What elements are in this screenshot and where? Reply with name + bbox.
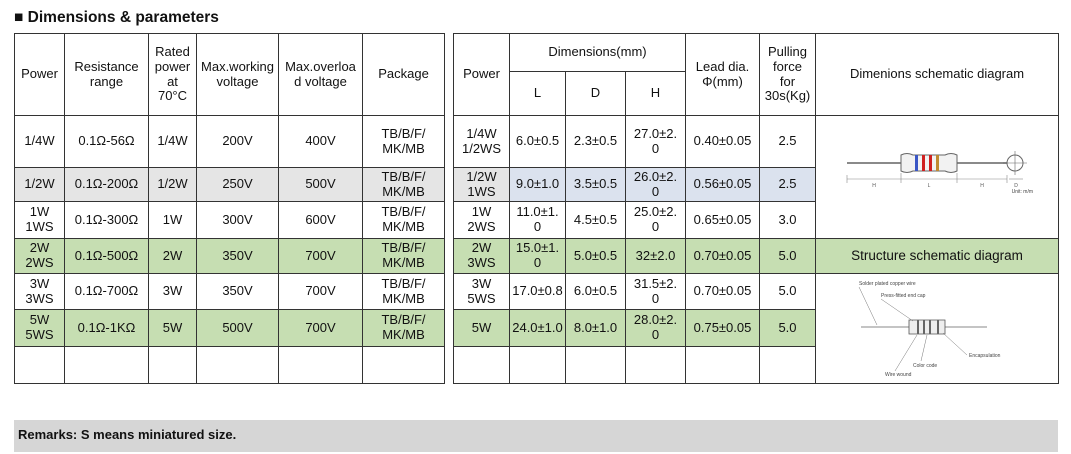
- table-row: [15, 310, 445, 347]
- structure-diagram-title: Structure schematic diagram: [816, 239, 1059, 274]
- dimensions-table: [453, 33, 1059, 384]
- structure-label-wire: Solder plated copper wire: [859, 280, 916, 287]
- D-cell: 5.0±0.5: [566, 239, 626, 274]
- power-cell: 5W 5WS: [15, 310, 65, 347]
- D-cell: 4.5±0.5: [566, 202, 626, 239]
- lead-cell: 0.40±0.05: [686, 116, 760, 168]
- H-cell: 32±2.0: [626, 239, 686, 274]
- lead-cell: 0.56±0.05: [686, 168, 760, 202]
- resistance-cell: 0.1Ω-300Ω: [65, 202, 149, 239]
- rated-cell: 1/4W: [149, 116, 197, 168]
- table-row: [15, 168, 445, 202]
- max-working-cell: 500V: [197, 310, 279, 347]
- parameters-table: [14, 33, 445, 384]
- table-row: [454, 274, 1059, 310]
- power-cell: 1/4W: [15, 116, 65, 168]
- package-cell: TB/B/F/ MK/MB: [363, 274, 445, 310]
- header-lead-dia: Lead dia. Φ(mm): [686, 34, 760, 116]
- header-rated-power: Rated power at 70°C: [149, 34, 197, 116]
- structure-label-wire-wound: Wire wound: [885, 371, 912, 378]
- H-cell: 28.0±2. 0: [626, 310, 686, 347]
- pull-cell: 5.0: [760, 239, 816, 274]
- table-row: [454, 116, 1059, 168]
- header-power: Power: [454, 34, 510, 116]
- pull-cell: 2.5: [760, 116, 816, 168]
- L-cell: 9.0±1.0: [510, 168, 566, 202]
- structure-schematic-diagram: [816, 274, 1059, 384]
- header-L: L: [510, 72, 566, 116]
- lead-cell: 0.70±0.05: [686, 239, 760, 274]
- package-cell: TB/B/F/ MK/MB: [363, 202, 445, 239]
- structure-label-encapsulation: Encapsulation: [969, 352, 1001, 359]
- max-overload-cell: 400V: [279, 116, 363, 168]
- max-overload-cell: 600V: [279, 202, 363, 239]
- header-resistance-range: Resistance range: [65, 34, 149, 116]
- header-schematic-diagram: Dimenions schematic diagram: [816, 34, 1059, 116]
- resistance-cell: 0.1Ω-500Ω: [65, 239, 149, 274]
- power-cell: 3W 5WS: [454, 274, 510, 310]
- rated-cell: 3W: [149, 274, 197, 310]
- H-cell: 27.0±2. 0: [626, 116, 686, 168]
- section-title: ■ Dimensions & parameters: [14, 9, 219, 26]
- package-cell: TB/B/F/ MK/MB: [363, 116, 445, 168]
- lead-cell: 0.65±0.05: [686, 202, 760, 239]
- power-cell: 5W: [454, 310, 510, 347]
- power-cell: 1/2W 1WS: [454, 168, 510, 202]
- rated-cell: 1W: [149, 202, 197, 239]
- power-cell: 1/4W 1/2WS: [454, 116, 510, 168]
- resistance-cell: 0.1Ω-56Ω: [65, 116, 149, 168]
- table-row: [15, 116, 445, 168]
- structure-label-color-code: Color code: [913, 362, 938, 369]
- max-overload-cell: 700V: [279, 274, 363, 310]
- D-cell: 6.0±0.5: [566, 274, 626, 310]
- L-cell: 6.0±0.5: [510, 116, 566, 168]
- pull-cell: 5.0: [760, 274, 816, 310]
- package-cell: TB/B/F/ MK/MB: [363, 168, 445, 202]
- header-power: Power: [15, 34, 65, 116]
- L-cell: 17.0±0.8: [510, 274, 566, 310]
- resistance-cell: 0.1Ω-700Ω: [65, 274, 149, 310]
- max-overload-cell: 700V: [279, 239, 363, 274]
- rated-cell: 5W: [149, 310, 197, 347]
- max-overload-cell: 700V: [279, 310, 363, 347]
- lead-cell: 0.70±0.05: [686, 274, 760, 310]
- header-max-overload-voltage: Max.overloa d voltage: [279, 34, 363, 116]
- unit-label: Unit: m/m: [1011, 189, 1033, 196]
- H-cell: 31.5±2. 0: [626, 274, 686, 310]
- lead-cell: 0.75±0.05: [686, 310, 760, 347]
- power-cell: 1/2W: [15, 168, 65, 202]
- table-row: [454, 239, 1059, 274]
- structure-label-endcap: Press-fitted end cap: [881, 292, 926, 299]
- rated-cell: 1/2W: [149, 168, 197, 202]
- L-cell: 15.0±1. 0: [510, 239, 566, 274]
- resistance-cell: 0.1Ω-200Ω: [65, 168, 149, 202]
- power-cell: 3W 3WS: [15, 274, 65, 310]
- dim-label-L: L: [927, 183, 931, 190]
- max-working-cell: 350V: [197, 274, 279, 310]
- header-pulling-force: Pulling force for 30s(Kg): [760, 34, 816, 116]
- max-working-cell: 300V: [197, 202, 279, 239]
- resistor-structure-drawing: [837, 275, 1037, 379]
- H-cell: 25.0±2. 0: [626, 202, 686, 239]
- table-row: [15, 202, 445, 239]
- header-package: Package: [363, 34, 445, 116]
- max-working-cell: 200V: [197, 116, 279, 168]
- resistance-cell: 0.1Ω-1KΩ: [65, 310, 149, 347]
- D-cell: 3.5±0.5: [566, 168, 626, 202]
- package-cell: TB/B/F/ MK/MB: [363, 310, 445, 347]
- table-row-empty: [15, 347, 445, 384]
- pull-cell: 5.0: [760, 310, 816, 347]
- header-max-working-voltage: Max.working voltage: [197, 34, 279, 116]
- header-dimensions: Dimensions(mm): [510, 34, 686, 72]
- resistor-dimension-drawing: [837, 135, 1037, 215]
- D-cell: 8.0±1.0: [566, 310, 626, 347]
- power-cell: 1W 1WS: [15, 202, 65, 239]
- max-working-cell: 250V: [197, 168, 279, 202]
- dim-label-D: D: [1014, 183, 1018, 190]
- L-cell: 11.0±1. 0: [510, 202, 566, 239]
- pull-cell: 3.0: [760, 202, 816, 239]
- remarks-bar: Remarks: S means miniatured size.: [14, 420, 1058, 452]
- dim-label-H2: H: [980, 183, 984, 190]
- power-cell: 1W 2WS: [454, 202, 510, 239]
- max-overload-cell: 500V: [279, 168, 363, 202]
- header-D: D: [566, 72, 626, 116]
- power-cell: 2W 2WS: [15, 239, 65, 274]
- pull-cell: 2.5: [760, 168, 816, 202]
- dim-label-H: H: [872, 183, 876, 190]
- table-row: [15, 239, 445, 274]
- max-working-cell: 350V: [197, 239, 279, 274]
- H-cell: 26.0±2. 0: [626, 168, 686, 202]
- header-H: H: [626, 72, 686, 116]
- package-cell: TB/B/F/ MK/MB: [363, 239, 445, 274]
- L-cell: 24.0±1.0: [510, 310, 566, 347]
- rated-cell: 2W: [149, 239, 197, 274]
- power-cell: 2W 3WS: [454, 239, 510, 274]
- dimensions-schematic-diagram: [816, 116, 1059, 239]
- D-cell: 2.3±0.5: [566, 116, 626, 168]
- table-row: [15, 274, 445, 310]
